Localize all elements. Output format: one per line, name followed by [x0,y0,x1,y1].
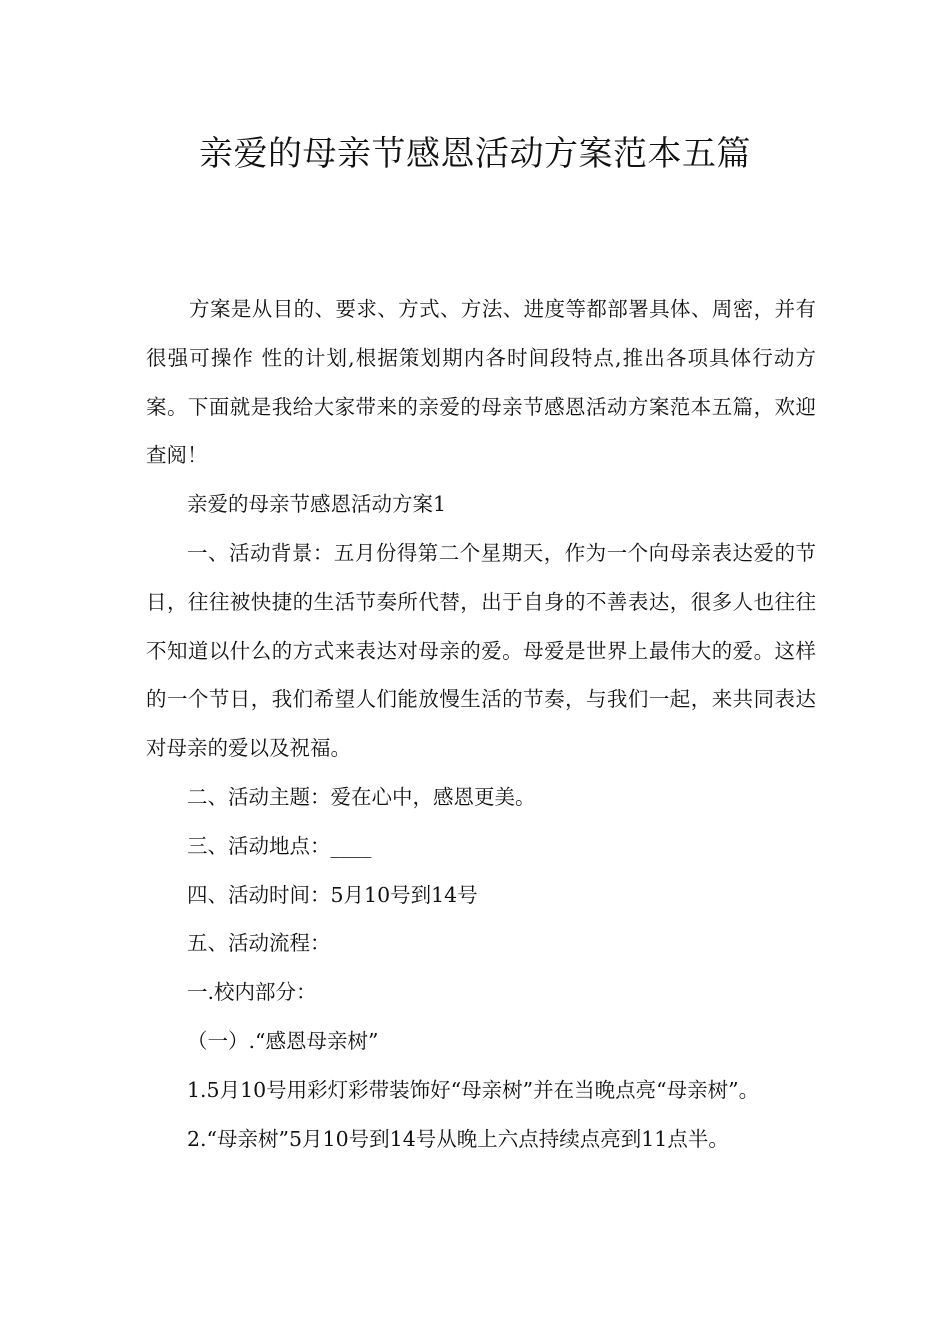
background-paragraph: 一、活动背景：五月份得第二个星期天，作为一个向母亲表达爱的节日，往往被快捷的生活节奏所代替，出于自身的不善表达，很多人也往往不知道以什么的方式来表达对母亲的爱。母爱是世界上最伟大的爱。这样的一个节日，我们希望人们能放慢生活的节奏，与我们一起，来共同表达对母亲的爱以及祝福。 [146,540,816,761]
step-one-paragraph: 1.5月10号用彩灯彩带装饰好“母亲树”并在当晚点亮“母亲树”。 [187,1077,760,1102]
location-paragraph: 三、活动地点：____ [187,833,372,858]
campus-part-heading: 一.校内部分： [187,980,317,1005]
time-paragraph: 四、活动时间：5月10号到14号 [187,882,478,907]
process-heading: 五、活动流程： [187,931,331,956]
section-heading: 亲爱的母亲节感恩活动方案1 [187,492,447,517]
step-two-paragraph: 2.“母亲树”5月10号到14号从晚上六点持续点亮到11点半。 [187,1126,729,1151]
document-title: 亲爱的母亲节感恩活动方案范本五篇 [199,134,751,174]
intro-paragraph: 方案是从目的、要求、方式、方法、进度等都部署具体、周密，并有很强可操作 性的计划,根据策划期内各时间段特点,推出各项具体行动方案。下面就是我给大家带来的亲爱的母亲节感恩活动方案范本五篇，欢迎查阅！ [146,297,816,468]
subsection-heading: （一）.“感恩母亲树” [187,1028,379,1053]
theme-paragraph: 二、活动主题：爱在心中，感恩更美。 [187,784,536,809]
document-body [146,285,816,1163]
